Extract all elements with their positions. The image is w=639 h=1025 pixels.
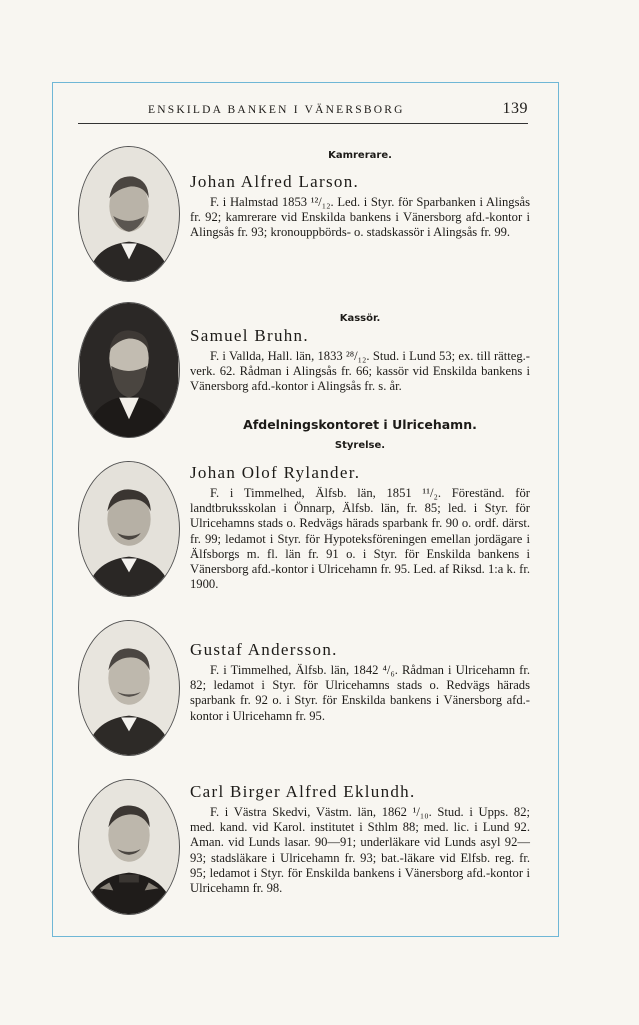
section-kamrerare: Kamrerare. [328,150,392,161]
person-bio: F. i Timmelhed, Älfsb. län, 1851 ¹¹/₂. Föreständ. för landtbruksskolan i Önnarp, Älfsb. län, fr. 85; led. i Styr. för Ulricehamns stads o. Redvägs härads sparbank fr. 90 o. ordf. därst. fr. 99; ledamot i Styr. för Hypoteksföreningen emellan jordägare i Älfsborgs m. fl. län fr. 91 o. i Styr. för Enskilda bankens i Vänersborg afd.-kontor i Ulricehamn fr. 95. Led. af Riksd. 1:a k. fr. 1900. [190,486,530,592]
portrait-andersson [78,620,180,756]
entry-bruhn [190,326,530,395]
person-name: Gustaf Andersson. [190,640,338,659]
section-afdelningskontoret: Afdelningskontoret i Ulricehamn. [243,417,477,432]
section-kassor: Kassör. [339,313,381,324]
running-title: ENSKILDA BANKEN I VÄNERSBORG [148,104,405,116]
page-number: 139 [502,100,528,117]
header-rule [78,123,528,124]
person-name: Samuel Bruhn. [190,326,309,345]
entry-eklundh [190,782,530,896]
portrait-larson [78,146,180,282]
person-name: Johan Olof Rylander. [190,463,361,482]
section-styrelse: Styrelse. [334,440,386,451]
entry-larson [190,172,530,241]
person-bio: F. i Vallda, Hall. län, 1833 ²⁸/₁₂. Stud. i Lund 53; ex. till rätteg.-verk. 62. Rådman i Alingsås fr. 66; kassör vid Enskilda bankens i Vänersborg afd.-kontor i Alingsås fr. s. år. [190,349,530,394]
running-head [148,100,528,117]
person-name: Carl Birger Alfred Eklundh. [190,782,416,801]
entry-andersson [190,640,530,724]
portrait-bruhn [78,302,180,438]
portrait-rylander [78,461,180,597]
portrait-eklundh [78,779,180,915]
person-bio: F. i Västra Skedvi, Västm. län, 1862 ¹/₁₀. Stud. i Upps. 82; med. kand. vid Karol. institutet i Sthlm 88; med. lic. i Lund 92. Aman. vid Lunds lasar. 90—91; underläkare vid Lunds asyl 92—93; stadsläkare i Ulricehamn fr. 93; bat.-läkare vid Elfsb. reg. fr. 95; ledamot i Styr. för Enskilda bankens i Vänersborg afd.-kontor i Ulricehamn fr. 98. [190,805,530,896]
person-bio: F. i Timmelhed, Älfsb. län, 1842 ⁴/₆. Rådman i Ulricehamn fr. 82; ledamot i Styr. för Ulricehamns stads o. Redvägs härads sparbank fr. 92 o. i Styr. för Enskilda bankens i Vänersborg afd.-kontor i Ulricehamn fr. 95. [190,663,530,723]
entry-rylander [190,463,530,592]
person-bio: F. i Halmstad 1853 ¹²/₁₂. Led. i Styr. för Sparbanken i Alingsås fr. 92; kamrerare vid Enskilda bankens i Vänersborg afd.-kontor i Alingsås fr. 93; kronouppbörds- o. stadskassör i Alingsås fr. 99. [190,195,530,240]
person-name: Johan Alfred Larson. [190,172,360,191]
